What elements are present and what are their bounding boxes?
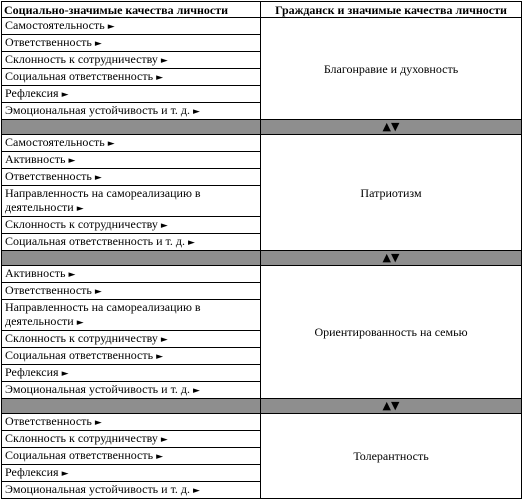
group-separator-row: [2, 120, 522, 135]
social-quality-cell: [2, 448, 261, 465]
social-quality-label: Эмоциональная устойчивость и т. д.: [5, 103, 191, 117]
social-quality-cell: [2, 283, 261, 300]
quality-row: [2, 18, 522, 35]
civic-quality-label: Ориентированность на семью: [314, 325, 468, 339]
social-quality-cell: [2, 365, 261, 382]
social-quality-label: Направленность на самореализацию в деятельности: [5, 300, 201, 328]
social-quality-cell: [2, 300, 261, 331]
social-quality-cell: [2, 35, 261, 52]
arrow-right-icon: ►: [94, 173, 102, 183]
arrow-right-icon: ►: [160, 435, 168, 445]
arrow-right-icon: ►: [61, 369, 69, 379]
arrow-right-icon: ►: [156, 73, 164, 83]
arrow-right-icon: ►: [156, 352, 164, 362]
social-quality-label: Склонность к сотрудничеству: [5, 217, 158, 231]
social-quality-label: Склонность к сотрудничеству: [5, 331, 158, 345]
civic-quality-label: Толерантность: [353, 449, 429, 463]
arrow-right-icon: ►: [107, 139, 115, 149]
social-quality-label: Ответственность: [5, 414, 92, 428]
social-quality-label: Социальная ответственность: [5, 448, 154, 462]
qualities-table: [1, 1, 522, 499]
arrow-right-icon: ►: [94, 418, 102, 428]
arrow-right-icon: ►: [160, 56, 168, 66]
separator-cell-left: [2, 251, 261, 266]
arrow-right-icon: ►: [160, 221, 168, 231]
group-separator-row: [2, 399, 522, 414]
social-quality-label: Рефлексия: [5, 365, 59, 379]
arrow-right-icon: ►: [107, 22, 115, 32]
civic-quality-cell: [261, 266, 522, 399]
arrow-right-icon: ►: [76, 204, 84, 214]
separator-cell-left: [2, 120, 261, 135]
social-quality-label: Рефлексия: [5, 86, 59, 100]
social-quality-label: Ответственность: [5, 169, 92, 183]
up-down-arrows-icon: ▲▼: [261, 120, 522, 135]
social-quality-cell: [2, 135, 261, 152]
civic-quality-cell: [261, 18, 522, 120]
social-quality-cell: [2, 86, 261, 103]
social-quality-label: Самостоятельность: [5, 135, 105, 149]
arrow-right-icon: ►: [68, 270, 76, 280]
social-quality-label: Склонность к сотрудничеству: [5, 431, 158, 445]
social-quality-cell: [2, 18, 261, 35]
social-quality-cell: [2, 234, 261, 251]
arrow-right-icon: ►: [61, 469, 69, 479]
up-down-arrows-icon: ▲▼: [261, 251, 522, 266]
social-quality-label: Социальная ответственность: [5, 348, 154, 362]
social-quality-cell: [2, 103, 261, 120]
social-quality-label: Активность: [5, 266, 66, 280]
arrow-right-icon: ►: [94, 39, 102, 49]
header-row: [2, 2, 522, 18]
social-quality-label: Эмоциональная устойчивость и т. д.: [5, 382, 191, 396]
social-quality-cell: [2, 331, 261, 348]
social-quality-cell: [2, 152, 261, 169]
arrow-right-icon: ►: [94, 287, 102, 297]
social-quality-cell: [2, 465, 261, 482]
group-separator-row: [2, 251, 522, 266]
social-quality-cell: [2, 186, 261, 217]
social-quality-label: Социальная ответственность: [5, 69, 154, 83]
social-quality-label: Социальная ответственность и т. д.: [5, 234, 185, 248]
social-quality-label: Самостоятельность: [5, 18, 105, 32]
social-quality-cell: [2, 382, 261, 399]
quality-row: [2, 135, 522, 152]
social-quality-label: Ответственность: [5, 35, 92, 49]
social-quality-cell: [2, 414, 261, 431]
arrow-right-icon: ►: [61, 90, 69, 100]
social-quality-label: Активность: [5, 152, 66, 166]
separator-cell-left: [2, 399, 261, 414]
social-quality-label: Направленность на самореализацию в деятельности: [5, 186, 201, 214]
header-social-qualities: Социально-значимые качества личности: [2, 2, 261, 18]
up-down-arrows-icon: ▲▼: [261, 399, 522, 414]
arrow-right-icon: ►: [68, 156, 76, 166]
social-quality-cell: [2, 169, 261, 186]
social-quality-label: Ответственность: [5, 283, 92, 297]
social-quality-cell: [2, 52, 261, 69]
social-quality-cell: [2, 69, 261, 86]
civic-quality-cell: [261, 135, 522, 251]
arrow-right-icon: ►: [76, 318, 84, 328]
civic-quality-label: Благонравие и духовность: [323, 61, 459, 76]
civic-quality-cell: [261, 414, 522, 499]
arrow-right-icon: ►: [193, 386, 200, 396]
social-quality-cell: [2, 482, 261, 499]
social-quality-cell: [2, 266, 261, 283]
table-body: [2, 18, 522, 499]
social-quality-cell: [2, 431, 261, 448]
social-quality-cell: [2, 217, 261, 234]
social-quality-label: Склонность к сотрудничеству: [5, 52, 158, 66]
social-quality-cell: [2, 348, 261, 365]
header-civic-qualities: Гражданск и значимые качества личности: [261, 2, 522, 18]
social-quality-label: Эмоциональная устойчивость и т. д.: [5, 482, 191, 496]
quality-row: [2, 414, 522, 431]
arrow-right-icon: ►: [193, 486, 200, 496]
social-quality-label: Рефлексия: [5, 465, 59, 479]
arrow-right-icon: ►: [160, 335, 168, 345]
civic-quality-label: Патриотизм: [360, 185, 422, 200]
quality-row: [2, 266, 522, 283]
arrow-right-icon: ►: [156, 452, 164, 462]
arrow-right-icon: ►: [193, 107, 200, 117]
arrow-right-icon: ►: [187, 238, 195, 248]
